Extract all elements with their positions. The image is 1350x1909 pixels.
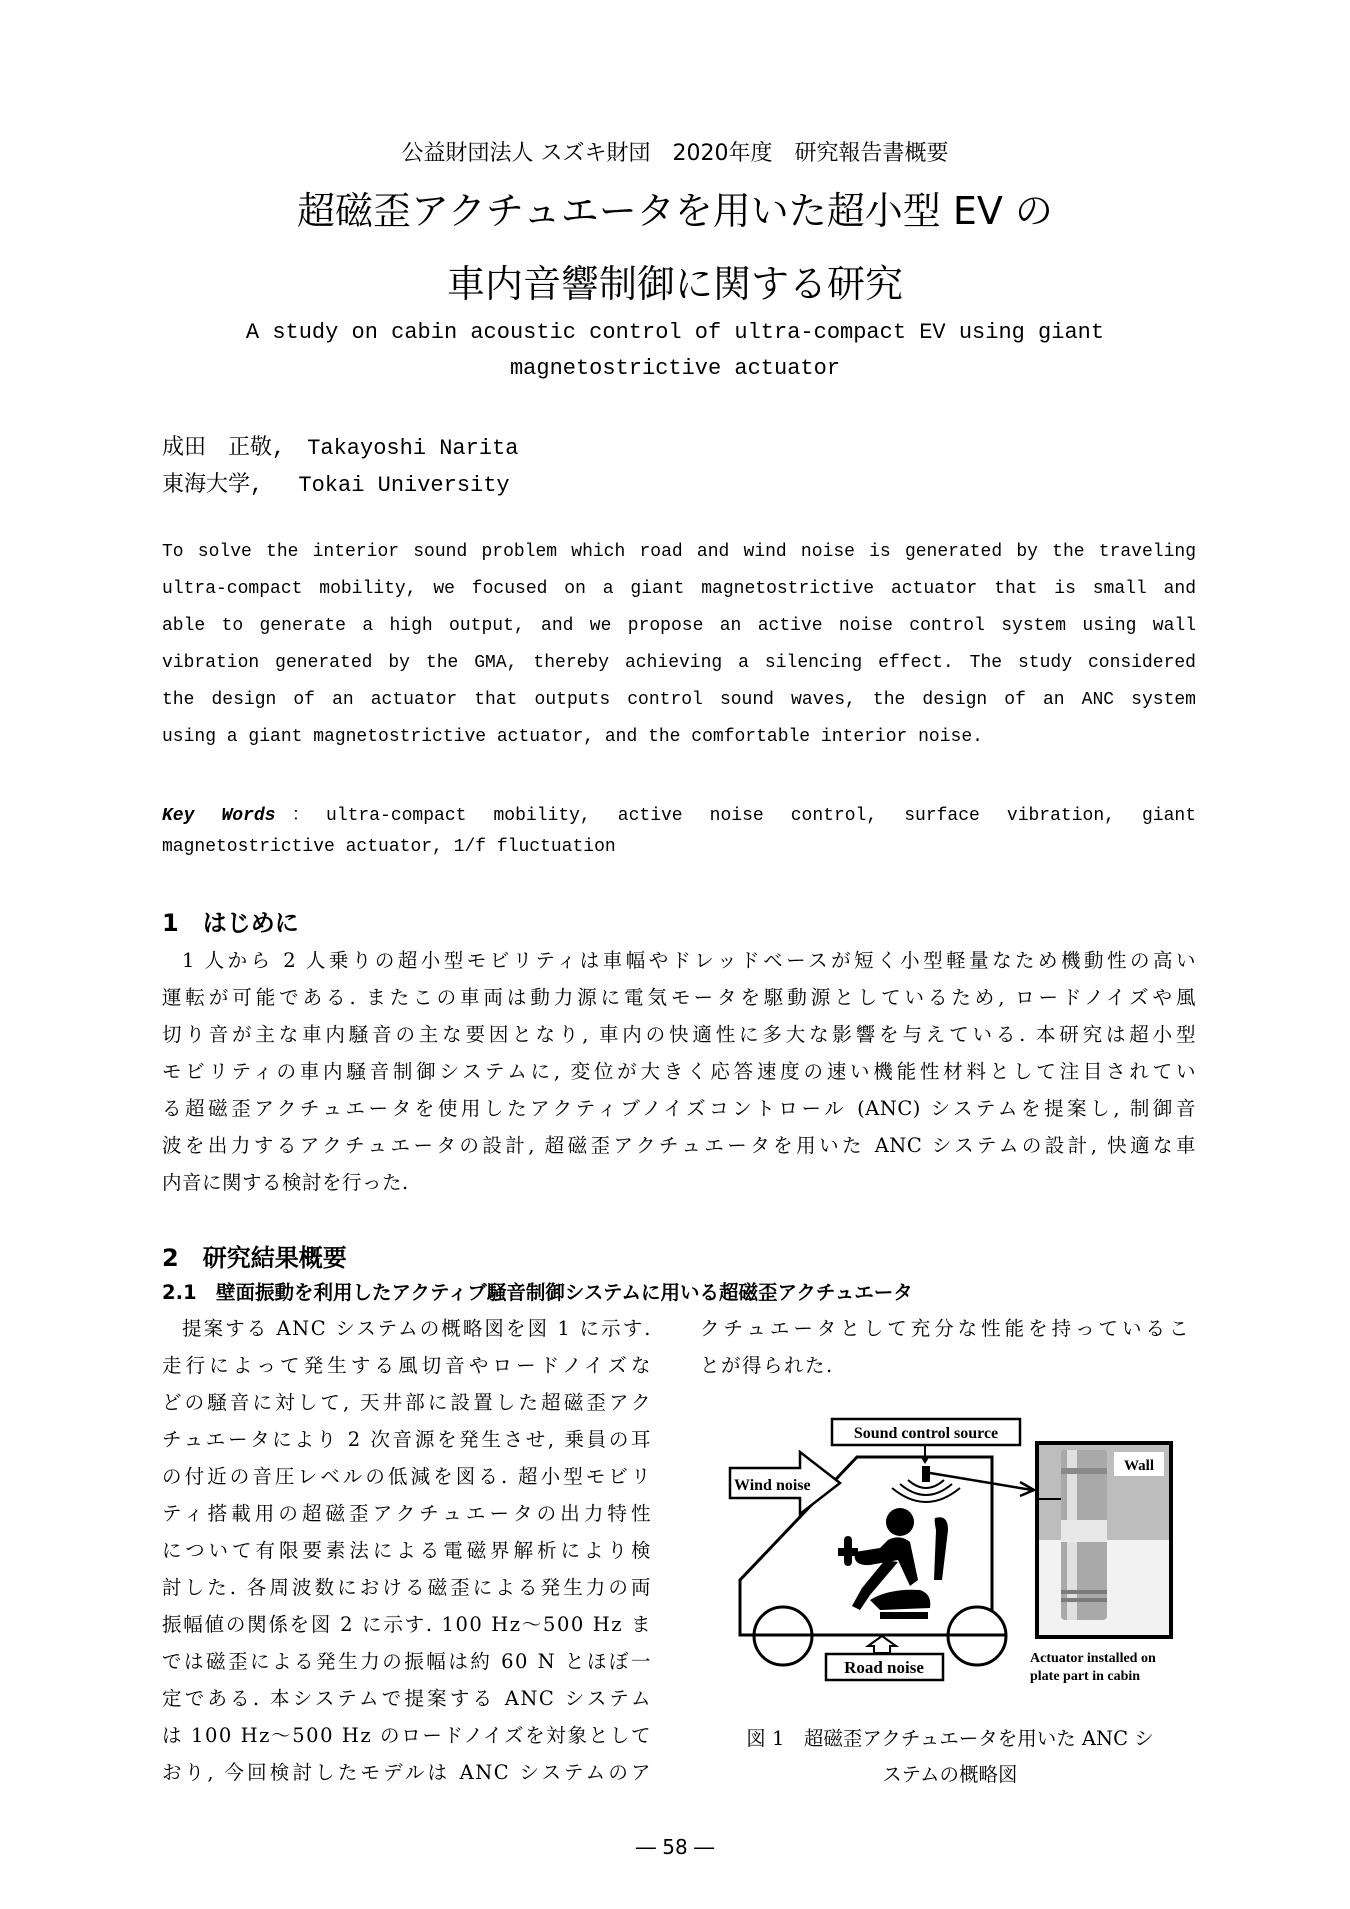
column-line: 提案する ANC システムの概略図を図 1 に示す. [182,1317,652,1340]
actuator-block [922,1466,930,1482]
author-name: 成田 正敬, Takayoshi Narita [162,436,519,461]
wind-noise-label: Wind noise [734,1477,811,1494]
column-line: ティ搭載用の超磁歪アクチュエータの出力特性 [162,1502,652,1525]
title-english-line1: A study on cabin acoustic control of ultra-compact EV using giant [245,320,1105,345]
column-line: 振幅値の関係を図 2 に示す. 100 Hz～500 Hz ま [162,1613,652,1636]
author-affiliation: 東海大学, Tokai University [162,473,510,498]
keywords-line2: magnetostrictive actuator, 1/f fluctuation [162,837,616,857]
actuator-caption-line1: Actuator installed on [1030,1651,1156,1666]
body-line: モビリティの車内騒音制御システムに, 変位が大きく応答速度の速い機能性材料として注目されてい [162,1060,1196,1083]
body-line: 内音に関する検討を行った. [162,1171,409,1194]
column-line: について有限要素法による電磁界解析により検 [162,1539,652,1562]
column-line: の付近の音圧レベルの低減を図る. 超小型モビリ [162,1465,652,1488]
column-line: おり, 今回検討したモデルは ANC システムのア [162,1761,652,1784]
abstract-line: vibration generated by the GMA, thereby achieving a silencing effect. The study considered [162,653,1196,673]
column-line: 定である. 本システムで提案する ANC システム [162,1687,652,1710]
title-japanese-line2: 車内音響制御に関する研究 [446,262,903,306]
body-line: 1 人から 2 人乗りの超小型モビリティは車幅やドレッドベースが短く小型軽量なため機動性の高い [182,949,1196,972]
body-line: 切り音が主な車内騒音の主な要因となり, 車内の快適性に多大な影響を与えている. 本研究は超小型 [162,1023,1196,1046]
road-noise-label: Road noise [844,1658,924,1677]
column-line: 走行によって発生する風切音やロードノイズな [162,1354,652,1377]
section2-heading: 2 研究結果概要 [162,1244,347,1272]
column-line: では磁歪による発生力の振幅は約 60 N とほぼ一 [162,1650,652,1673]
road-noise-arrow [868,1636,896,1653]
figure1-diagram [720,1410,1200,1710]
section2-1-subheading: 2.1 壁面振動を利用したアクティブ騒音制御システムに用いる超磁歪アクチュエータ [162,1281,913,1304]
abstract-line: using a giant magnetostrictive actuator, and the comfortable interior noise. [162,727,983,747]
sound-control-source-label: Sound control source [853,1425,999,1442]
keywords-label: Key Words [162,806,276,826]
actuator-caption-line2: plate part in cabin [1030,1669,1141,1684]
keywords-separator: ： [275,806,327,826]
column-line: 討した. 各周波数における磁歪による発生力の両 [162,1576,652,1599]
column-line: は 100 Hz～500 Hz のロードノイズを対象として [162,1724,652,1747]
foundation-header: 公益財団法人 スズキ財団 2020年度 研究報告書概要 [401,141,949,166]
body-line: 波を出力するアクチュエータの設計, 超磁歪アクチュエータを用いた ANC システムの設計, 快適な車 [162,1134,1196,1157]
figure1-caption-line2: ステムの概略図 [882,1763,1018,1786]
column-line: とが得られた. [700,1354,834,1377]
body-line: る超磁歪アクチュエータを使用したアクティブノイズコントロール (ANC) システムを提案し, 制御音 [162,1097,1196,1120]
column-line: チュエータにより 2 次音源を発生させ, 乗員の耳 [162,1428,652,1451]
abstract-line: ultra-compact mobility, we focused on a giant magnetostrictive actuator that is small and [162,579,1196,599]
column-line: どの騒音に対して, 天井部に設置した超磁歪アク [162,1391,652,1414]
keywords-line1 [162,800,1196,826]
title-japanese-line1: 超磁歪アクチュエータを用いた超小型 EV の [297,189,1053,233]
body-line: 運転が可能である. またこの車両は動力源に電気モータを駆動源としているため, ロードノイズや風 [162,986,1196,1009]
figure1-caption-line1: 図 1 超磁歪アクチュエータを用いた ANC シ [746,1727,1154,1750]
abstract-line: To solve the interior sound problem which road and wind noise is generated by the traveling [162,542,1196,562]
wall-label: Wall [1123,1458,1155,1474]
column-line: クチュエータとして充分な性能を持っているこ [700,1317,1190,1340]
abstract-line: able to generate a high output, and we propose an active noise control system using wall [162,616,1196,636]
section1-heading: 1 はじめに [162,909,299,937]
title-english-line2: magnetostrictive actuator [509,356,841,381]
keywords-text: ultra-compact mobility, active noise control, surface vibration, giant [326,806,1196,826]
page-number: ― 58 ― [635,1835,715,1859]
abstract-line: the design of an actuator that outputs control sound waves, the design of an ANC system [162,690,1196,710]
